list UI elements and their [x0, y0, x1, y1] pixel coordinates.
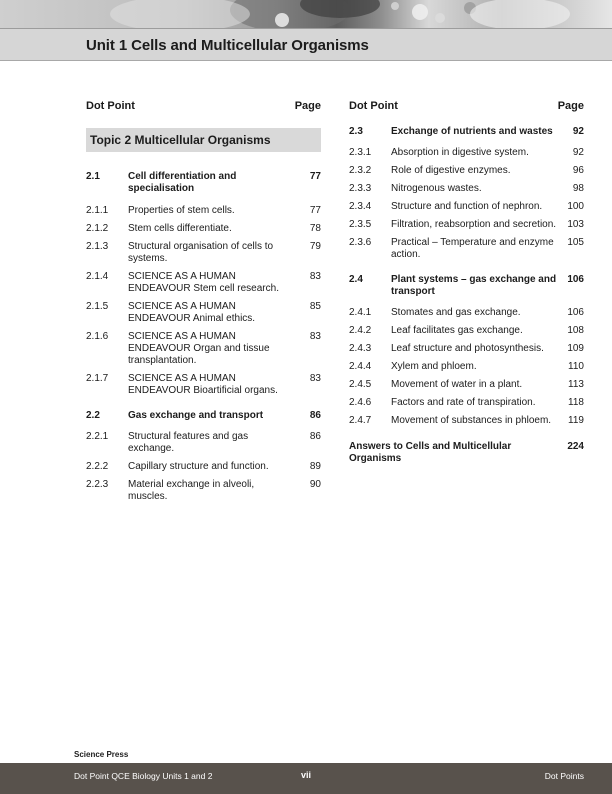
water-drops-image — [0, 0, 612, 28]
publisher-brand: Science Press — [74, 750, 129, 759]
toc-entry-page: 83 — [309, 331, 321, 342]
toc-entry[interactable] — [349, 237, 584, 261]
toc-entry-number: 2.4.1 — [349, 307, 372, 318]
header-photo-strip — [0, 0, 612, 28]
toc-entry-page: 98 — [572, 183, 584, 194]
toc-entry-text: Absorption in digestive system. — [391, 147, 529, 158]
series-name: Dot Points — [544, 771, 584, 781]
toc-entry-page: 79 — [309, 241, 321, 252]
toc-entry-number: 2.4.2 — [349, 325, 372, 336]
toc-entry[interactable] — [349, 147, 584, 159]
toc-entry[interactable] — [86, 271, 321, 295]
toc-entry[interactable] — [349, 379, 584, 391]
toc-entry[interactable] — [86, 479, 321, 503]
toc-entry-page: 89 — [309, 461, 321, 472]
toc-entry-page: 108 — [567, 325, 584, 336]
toc-entry-text: Plant systems – gas exchange and transport — [391, 274, 557, 297]
toc-entry-text: Material exchange in alveoli, muscles. — [128, 479, 255, 502]
toc-entry-text: SCIENCE AS A HUMAN ENDEAVOUR Animal ethics. — [128, 301, 256, 324]
toc-entry-page: 109 — [567, 343, 584, 354]
toc-entry-number: 2.1.7 — [86, 373, 109, 384]
footer-bar — [0, 763, 612, 794]
toc-entry-number: 2.3.2 — [349, 165, 372, 176]
toc-entry[interactable] — [349, 325, 584, 337]
toc-entry-text: Structure and function of nephron. — [391, 201, 543, 212]
toc-entry-page: 77 — [309, 205, 321, 216]
toc-entry[interactable] — [349, 165, 584, 177]
toc-entry-page: 83 — [309, 373, 321, 384]
toc-entry-text: Answers to Cells and Multicellular Organisms — [349, 441, 512, 464]
toc-entry-page: 100 — [567, 201, 584, 212]
toc-entry-page: 110 — [568, 361, 584, 372]
toc-entry-text: Exchange of nutrients and wastes — [391, 126, 553, 137]
toc-entry[interactable] — [349, 126, 584, 138]
toc-entry-text: Leaf structure and photosynthesis. — [391, 343, 544, 354]
toc-entry-text: Practical – Temperature and enzyme action. — [391, 237, 554, 260]
toc-entry[interactable] — [349, 219, 584, 231]
toc-entry-number: 2.3.4 — [349, 201, 372, 212]
toc-entry-number: 2.4.4 — [349, 361, 372, 372]
toc-list-left — [86, 171, 321, 503]
toc-entry-page: 92 — [572, 126, 584, 137]
toc-entry-number: 2.1 — [86, 171, 100, 182]
toc-entry-number: 2.4.7 — [349, 415, 372, 426]
toc-entry[interactable] — [349, 274, 584, 298]
toc-entry[interactable] — [86, 373, 321, 397]
toc-column-right — [349, 100, 584, 465]
toc-entry-page: 92 — [572, 147, 584, 158]
toc-entry-page: 103 — [567, 219, 584, 230]
toc-entry-text: Gas exchange and transport — [128, 410, 264, 421]
toc-entry-number: 2.1.2 — [86, 223, 109, 234]
toc-entry-number: 2.4.6 — [349, 397, 372, 408]
toc-entry-page: 86 — [309, 410, 321, 421]
toc-entry-text: SCIENCE AS A HUMAN ENDEAVOUR Stem cell research. — [128, 271, 279, 294]
toc-entry-text: Cell differentiation and specialisation — [128, 171, 237, 194]
toc-entry-page: 90 — [309, 479, 321, 490]
toc-entry[interactable] — [349, 201, 584, 213]
toc-entry-number: 2.1.4 — [86, 271, 109, 282]
toc-entry-number: 2.3.6 — [349, 237, 372, 248]
toc-entry-number: 2.3.1 — [349, 147, 372, 158]
toc-entry-text: Stem cells differentiate. — [128, 223, 232, 234]
page-number: vii — [300, 770, 311, 780]
toc-entry-text: Capillary structure and function. — [128, 461, 269, 472]
dot-point-label: Dot Point — [86, 100, 135, 112]
toc-entry[interactable] — [349, 183, 584, 195]
toc-entry-number: 2.3.5 — [349, 219, 372, 230]
toc-entry-number: 2.4.5 — [349, 379, 372, 390]
toc-entry[interactable] — [349, 415, 584, 427]
toc-entry-text: Properties of stem cells. — [128, 205, 235, 216]
toc-entry-text: Stomates and gas exchange. — [391, 307, 521, 318]
toc-entry-number: 2.4.3 — [349, 343, 372, 354]
toc-entry[interactable] — [86, 241, 321, 265]
toc-entry-number: 2.1.6 — [86, 331, 109, 342]
topic-title: Topic 2 Multicellular Organisms — [86, 128, 321, 152]
toc-entry-page: 119 — [568, 415, 584, 426]
toc-entry-page: 83 — [309, 271, 321, 282]
toc-entry-page: 106 — [567, 307, 584, 318]
toc-column-header-left — [86, 100, 321, 116]
toc-entry-text: Movement of substances in phloem. — [391, 415, 552, 426]
toc-entry[interactable] — [86, 171, 321, 195]
toc-entry-page: 86 — [309, 431, 321, 442]
toc-entry[interactable] — [349, 343, 584, 355]
page-title: Unit 1 Cells and Multicellular Organisms — [86, 37, 369, 54]
toc-entry[interactable] — [86, 301, 321, 325]
toc-entry-number: 2.2.2 — [86, 461, 109, 472]
toc-entry-number: 2.1.3 — [86, 241, 109, 252]
toc-entry-number: 2.2.3 — [86, 479, 109, 490]
toc-entry-text: Nitrogenous wastes. — [391, 183, 482, 194]
toc-entry[interactable] — [349, 307, 584, 319]
toc-entry-number: 2.4 — [349, 274, 363, 285]
toc-entry-number: 2.1.1 — [86, 205, 109, 216]
toc-entry-text: Role of digestive enzymes. — [391, 165, 511, 176]
toc-list-right — [349, 126, 584, 427]
toc-entry[interactable] — [86, 205, 321, 217]
book-title: Dot Point QCE Biology Units 1 and 2 — [74, 771, 213, 781]
toc-entry-number: 2.1.5 — [86, 301, 109, 312]
toc-entry-page: 118 — [568, 397, 584, 408]
toc-entry-text: Structural organisation of cells to systems. — [128, 241, 274, 264]
page-label: Page — [294, 100, 321, 112]
toc-entry-answers[interactable] — [349, 441, 584, 465]
toc-entry-number: 2.3.3 — [349, 183, 372, 194]
toc-entry[interactable] — [86, 331, 321, 367]
toc-entry-page: 224 — [567, 441, 584, 452]
toc-entry[interactable] — [86, 431, 321, 455]
dot-point-label: Dot Point — [349, 100, 398, 112]
toc-entry-text: SCIENCE AS A HUMAN ENDEAVOUR Bioartificial organs. — [128, 373, 278, 396]
toc-entry-page: 78 — [309, 223, 321, 234]
toc-entry[interactable] — [349, 361, 584, 373]
toc-entry-page: 85 — [309, 301, 321, 312]
toc-entry[interactable] — [349, 397, 584, 409]
toc-entry-page: 77 — [309, 171, 321, 182]
toc-entry-text: Factors and rate of transpiration. — [391, 397, 536, 408]
page-label: Page — [557, 100, 584, 112]
toc-entry[interactable] — [86, 223, 321, 235]
toc-entry[interactable] — [86, 461, 321, 473]
toc-entry-text: Xylem and phloem. — [391, 361, 477, 372]
toc-entry-page: 96 — [572, 165, 584, 176]
toc-entry-text: Structural features and gas exchange. — [128, 431, 249, 454]
toc-entry[interactable] — [86, 410, 321, 422]
toc-entry-text: Movement of water in a plant. — [391, 379, 523, 390]
toc-entry-text: SCIENCE AS A HUMAN ENDEAVOUR Organ and tissue transplantation. — [128, 331, 270, 366]
toc-entry-text: Filtration, reabsorption and secretion. — [391, 219, 557, 230]
toc-entry-page: 105 — [567, 237, 584, 248]
toc-entry-number: 2.2 — [86, 410, 100, 421]
toc-entry-page: 106 — [567, 274, 584, 285]
toc-entry-text: Leaf facilitates gas exchange. — [391, 325, 523, 336]
toc-entry-page: 113 — [568, 379, 584, 390]
unit-title-bar — [0, 28, 612, 61]
toc-entry-number: 2.2.1 — [86, 431, 109, 442]
toc-column-header-right — [349, 100, 584, 116]
toc-column-left — [86, 100, 321, 503]
toc-entry-number: 2.3 — [349, 126, 363, 137]
